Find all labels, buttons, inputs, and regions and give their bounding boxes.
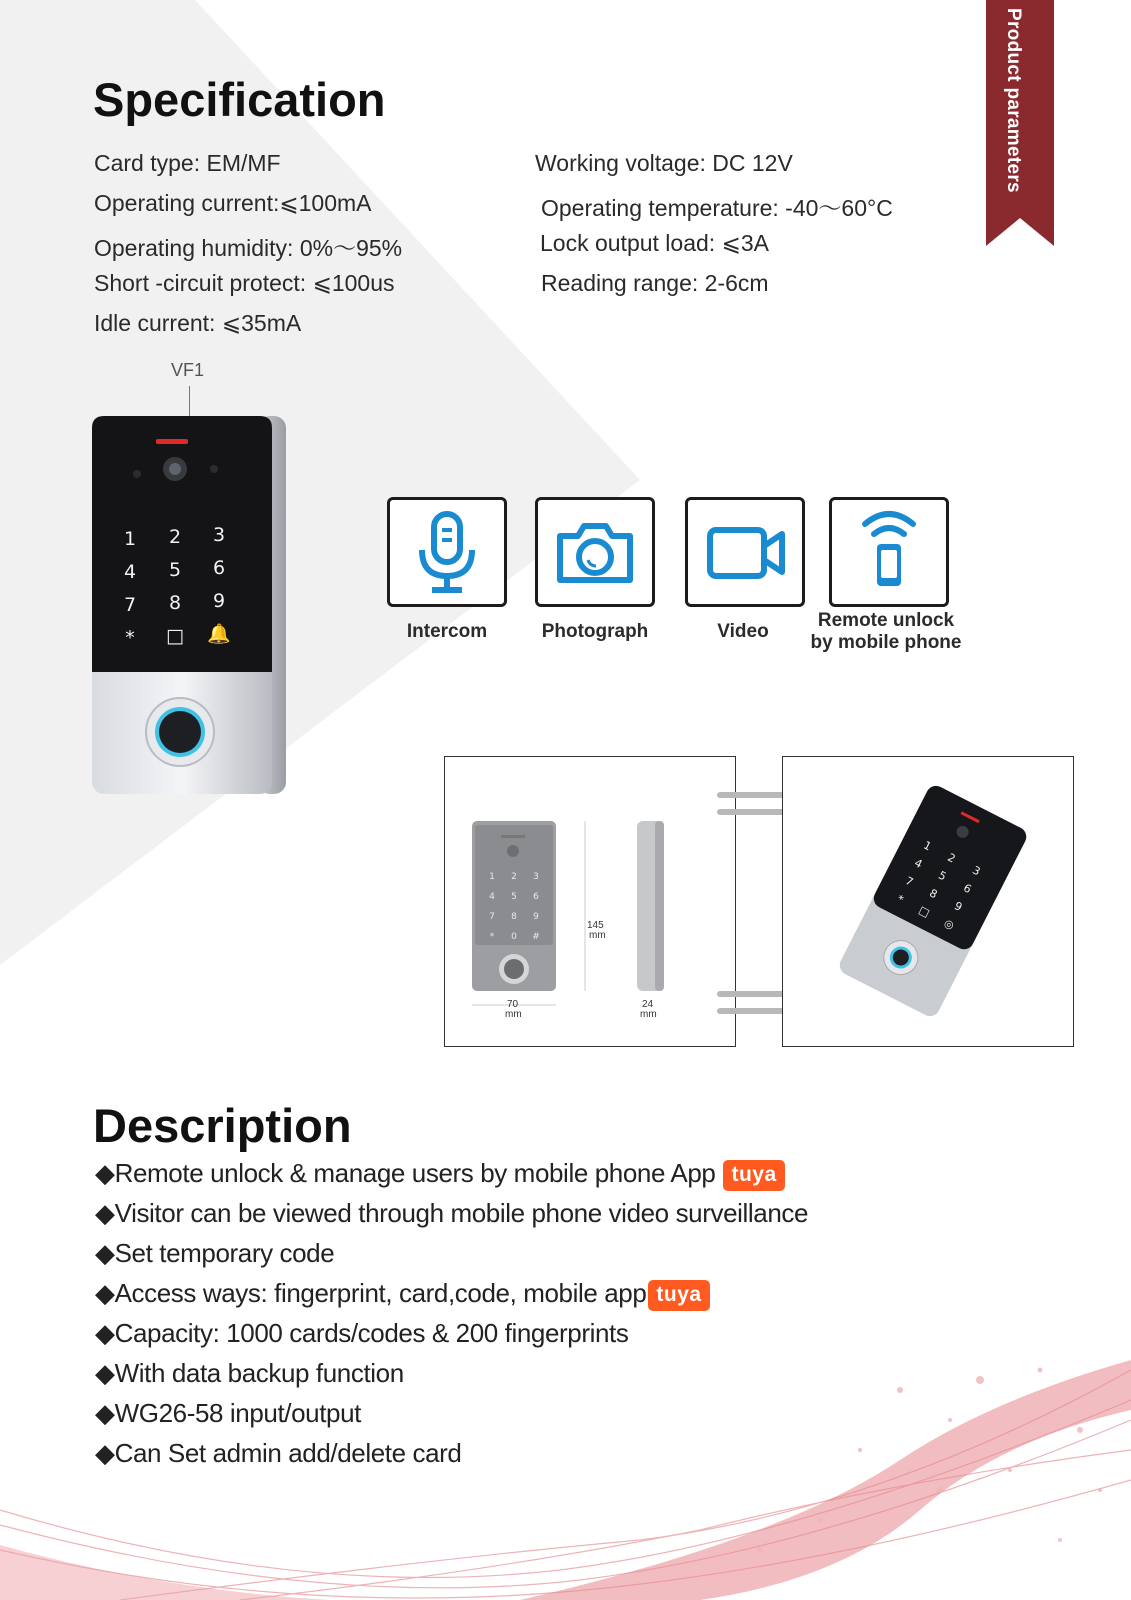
svg-text:9: 9 — [952, 899, 965, 914]
angled-device-image — [783, 757, 1073, 1046]
svg-text:6: 6 — [212, 557, 226, 579]
description-item-1-text: Remote unlock & manage users by mobile phone App — [114, 1158, 716, 1188]
dim-key-7: 7 — [489, 912, 495, 922]
width-value: 70 — [507, 999, 519, 1010]
feature-remote-unlock-line1: Remote unlock — [817, 610, 955, 631]
height-value: 145 — [587, 920, 604, 931]
model-label: VF1 — [171, 360, 205, 380]
description-item-5-text: Capacity: 1000 cards/codes & 200 fingerprints — [114, 1318, 629, 1348]
svg-text:6: 6 — [961, 881, 974, 897]
feature-video-box — [685, 497, 805, 607]
feature-photograph-box — [535, 497, 655, 607]
description-item-2 — [95, 1198, 808, 1229]
angled-view-panel — [782, 756, 1074, 1047]
width-unit: mm — [505, 1009, 522, 1020]
bullet-diamond-icon: ◆ — [95, 1238, 115, 1268]
dim-key-1: 1 — [489, 872, 495, 882]
spec-card-type: Card type: EM/MF — [94, 150, 281, 176]
dim-key-8: 8 — [511, 912, 517, 922]
svg-text:8: 8 — [927, 886, 940, 902]
spec-lock-output: Lock output load: ⩽3A — [540, 230, 769, 256]
dim-key-9: 9 — [533, 912, 539, 922]
microphone-icon — [390, 500, 504, 604]
description-item-8-text: Can Set admin add/delete card — [114, 1438, 462, 1468]
bullet-diamond-icon: ◆ — [95, 1398, 115, 1428]
spec-operating-humidity: Operating humidity: 0%～95% — [94, 235, 403, 261]
bullet-diamond-icon: ◆ — [95, 1438, 115, 1468]
description-item-6-text: With data backup function — [114, 1358, 404, 1388]
dim-key-0: 0 — [511, 932, 517, 942]
camera-icon — [538, 500, 652, 604]
svg-text:*: * — [125, 627, 135, 649]
svg-text:4: 4 — [123, 561, 137, 583]
spec-short-circuit: Short -circuit protect: ⩽100us — [94, 270, 395, 296]
dimension-drawing-panel — [444, 756, 736, 1047]
dim-key-2: 2 — [511, 872, 517, 882]
svg-text:1: 1 — [123, 528, 137, 550]
feature-photograph-label: Photograph — [541, 621, 649, 642]
svg-text:8: 8 — [168, 592, 182, 614]
spec-reading-range: Reading range: 2-6cm — [541, 270, 769, 296]
dim-key-hash: # — [532, 932, 540, 942]
spec-idle-current: Idle current: ⩽35mA — [94, 310, 302, 336]
dim-key-6: 6 — [533, 892, 539, 902]
description-item-3 — [95, 1238, 334, 1269]
description-item-4 — [95, 1278, 710, 1311]
feature-remote-unlock-line2: by mobile phone — [810, 632, 962, 653]
bullet-diamond-icon: ◆ — [95, 1318, 115, 1348]
height-unit: mm — [589, 930, 606, 941]
description-item-7-text: WG26-58 input/output — [114, 1398, 361, 1428]
description-item-2-text: Visitor can be viewed through mobile phone video surveillance — [114, 1198, 809, 1228]
depth-unit: mm — [640, 1009, 657, 1020]
tuya-logo-badge: tuya — [723, 1160, 784, 1191]
feature-intercom-label: Intercom — [406, 621, 488, 642]
feature-remote-unlock-label — [800, 610, 972, 654]
feature-remote-unlock-box — [829, 497, 949, 607]
depth-value: 24 — [642, 999, 654, 1010]
dim-key-5: 5 — [511, 892, 517, 902]
svg-text:7: 7 — [903, 874, 916, 889]
svg-text:9: 9 — [212, 590, 226, 612]
bullet-diamond-icon: ◆ — [95, 1158, 115, 1188]
feature-video-label: Video — [717, 621, 769, 642]
dim-key-star: * — [489, 932, 495, 942]
video-camera-icon — [688, 500, 802, 604]
dimension-drawing — [445, 757, 735, 1046]
tuya-logo-badge: tuya — [648, 1280, 709, 1311]
dim-key-3: 3 — [533, 872, 539, 882]
specification-title: Specification — [93, 73, 386, 126]
svg-text:3: 3 — [212, 524, 226, 546]
phone-wifi-icon — [832, 500, 946, 604]
bullet-diamond-icon: ◆ — [95, 1278, 115, 1308]
side-ribbon-label: Product parameters — [1003, 8, 1024, 193]
svg-text:*: * — [894, 892, 906, 907]
bullet-diamond-icon: ◆ — [95, 1358, 115, 1388]
svg-text:🔔: 🔔 — [207, 623, 231, 645]
description-item-4-text: Access ways: fingerprint, card,code, mobile app — [114, 1278, 647, 1308]
spec-operating-current: Operating current:⩽100mA — [94, 190, 372, 216]
svg-text:◎: ◎ — [941, 916, 957, 933]
description-item-1 — [95, 1158, 785, 1191]
svg-text:2: 2 — [945, 850, 958, 866]
description-title: Description — [93, 1099, 352, 1152]
decorative-swoosh — [0, 1340, 1131, 1600]
svg-text:5: 5 — [936, 868, 949, 884]
spec-working-voltage: Working voltage: DC 12V — [535, 150, 793, 176]
svg-text:□: □ — [166, 625, 184, 647]
bullet-diamond-icon: ◆ — [95, 1198, 115, 1228]
product-device-image — [88, 412, 293, 802]
dim-key-4: 4 — [489, 892, 495, 902]
feature-intercom-box — [387, 497, 507, 607]
spec-operating-temperature: Operating temperature: -40～60°C — [541, 195, 893, 221]
description-item-3-text: Set temporary code — [114, 1238, 335, 1268]
svg-text:5: 5 — [168, 559, 182, 581]
svg-text:3: 3 — [970, 863, 983, 879]
svg-text:2: 2 — [168, 526, 182, 548]
svg-text:4: 4 — [912, 856, 925, 872]
svg-text:7: 7 — [123, 594, 137, 616]
svg-text:□: □ — [916, 903, 932, 920]
svg-text:1: 1 — [921, 838, 934, 854]
